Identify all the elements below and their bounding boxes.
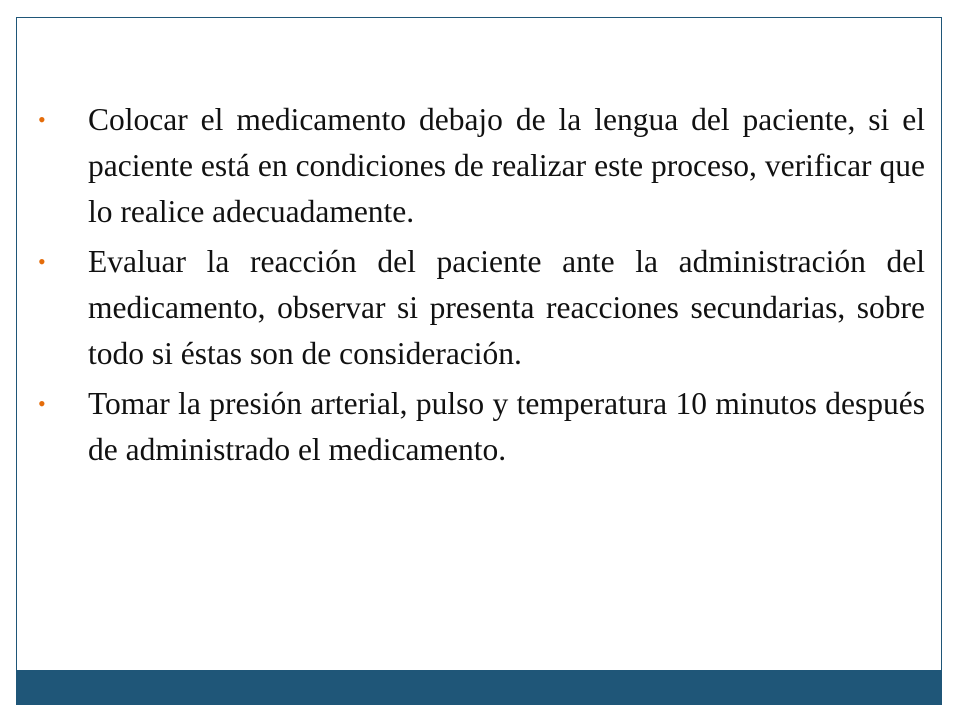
bullet-item xyxy=(30,381,925,473)
bullet-list xyxy=(30,97,925,477)
bullet-dot-icon: • xyxy=(38,107,46,132)
bullet-text: Evaluar la reacción del paciente ante la administración del medicamento, observar si presenta reacciones secundarias, sobre todo si éstas son de consideración. xyxy=(88,244,925,371)
bullet-text: Tomar la presión arterial, pulso y temperatura 10 minutos después de administrado el medicamento. xyxy=(88,386,925,467)
bullet-item xyxy=(30,239,925,377)
bullet-item xyxy=(30,97,925,235)
bullet-text: Colocar el medicamento debajo de la lengua del paciente, si el paciente está en condiciones de realizar este proceso, verificar que lo realice adecuadamente. xyxy=(88,102,925,229)
bullet-dot-icon: • xyxy=(38,249,46,274)
bullet-dot-icon: • xyxy=(38,391,46,416)
footer-bar xyxy=(16,670,942,705)
